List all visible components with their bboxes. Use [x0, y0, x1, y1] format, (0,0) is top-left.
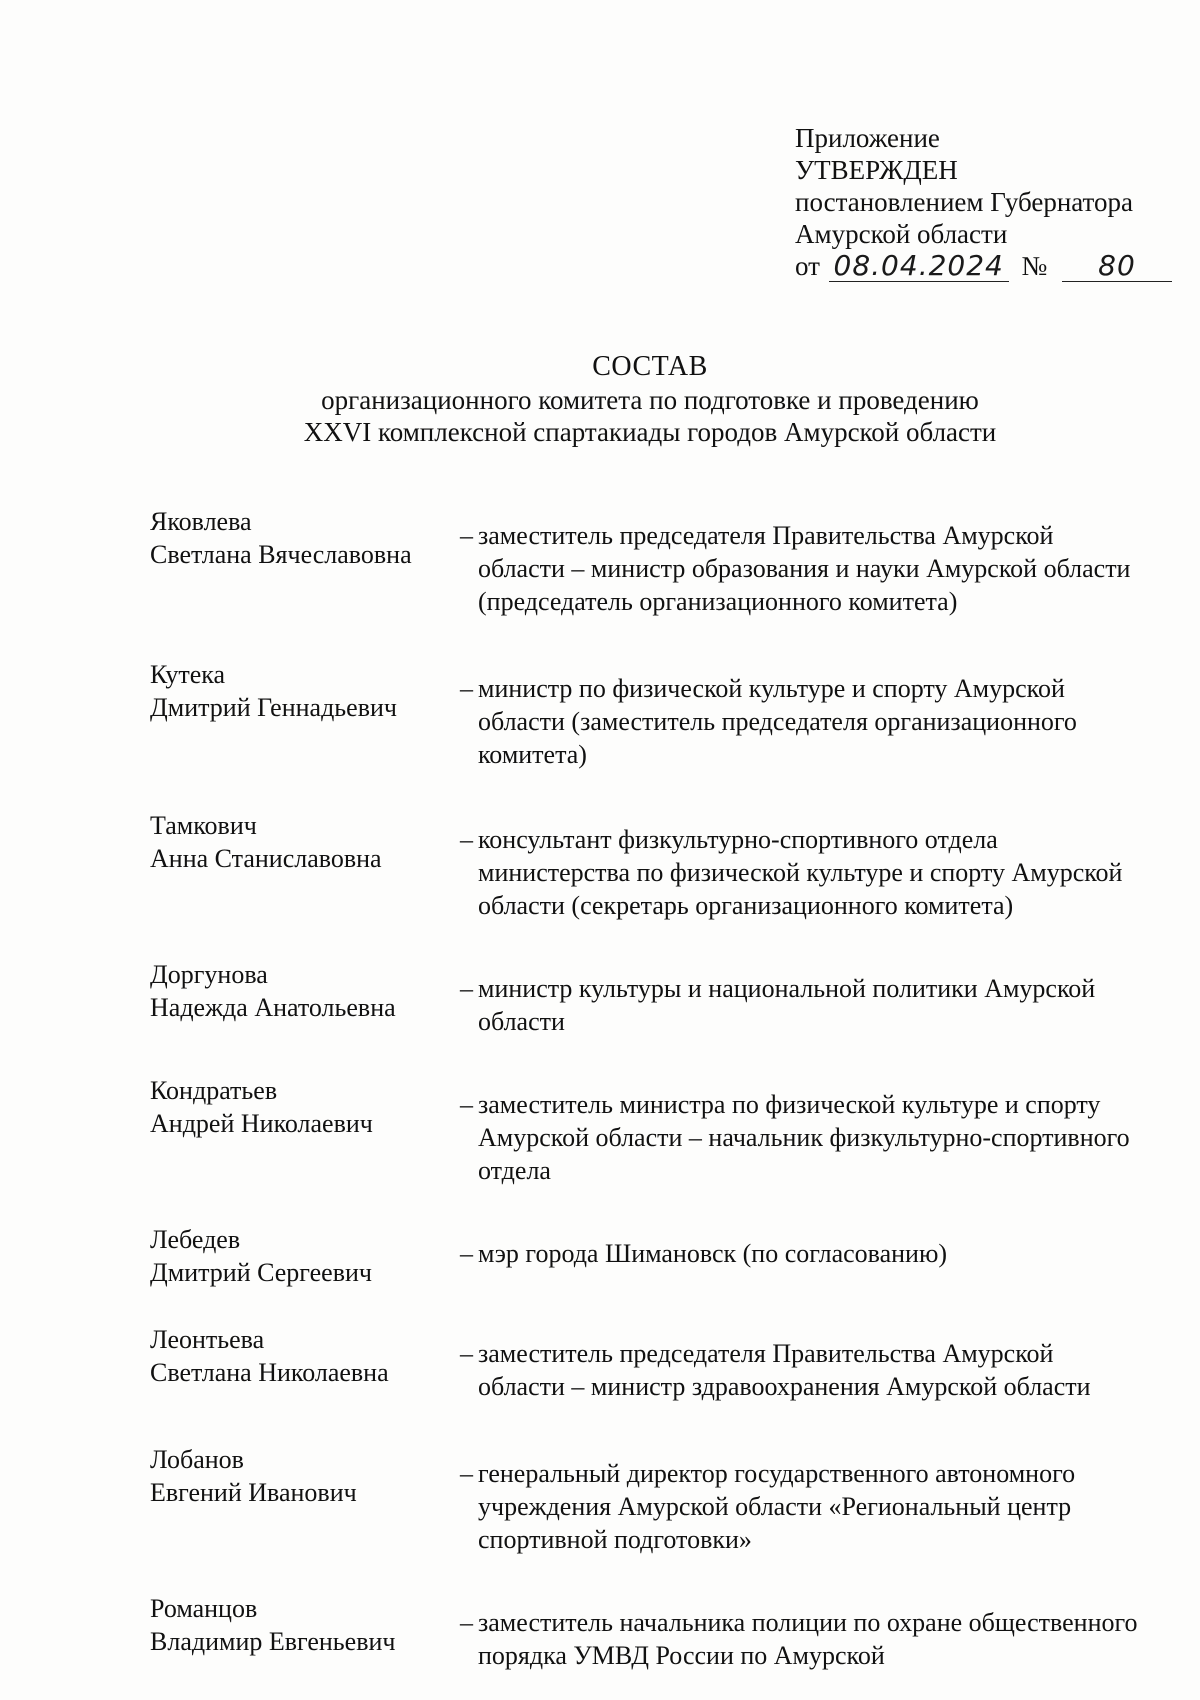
approval-block: [795, 122, 1172, 282]
number-prefix: №: [1021, 251, 1048, 281]
member-row: [150, 958, 1150, 1038]
member-role: – заместитель председателя Правительства Амурской области – министр здравоохранения Амурской области: [460, 1337, 1138, 1403]
member-surname: Доргунова: [150, 960, 268, 989]
approval-appendix: Приложение: [795, 123, 940, 153]
member-given-names: Анна Станиславовна: [150, 844, 382, 873]
member-role: – заместитель начальника полиции по охране общественного порядка УМВД России по Амурской: [460, 1606, 1138, 1672]
member-given-names: Евгений Иванович: [150, 1478, 357, 1507]
member-given-names: Светлана Вячеславовна: [150, 540, 412, 569]
member-name: [150, 1592, 460, 1672]
member-name: [150, 1223, 460, 1289]
member-role: – министр культуры и национальной политики Амурской области: [460, 972, 1138, 1038]
member-surname: Лобанов: [150, 1445, 244, 1474]
member-name: [150, 505, 460, 618]
member-surname: Романцов: [150, 1594, 258, 1623]
member-role: – заместитель министра по физической культуре и спорту Амурской области – начальник физкультурно-спортивного отдела: [460, 1088, 1138, 1187]
approval-approved: УТВЕРЖДЕН: [795, 155, 958, 185]
member-surname: Лебедев: [150, 1225, 241, 1254]
member-name: [150, 809, 460, 922]
member-row: [150, 658, 1150, 771]
title-block: [280, 350, 1020, 448]
member-role: – генеральный директор государственного автономного учреждения Амурской области «Региональный центр спортивной подготовки»: [460, 1457, 1138, 1556]
member-given-names: Андрей Николаевич: [150, 1109, 373, 1138]
member-given-names: Надежда Анатольевна: [150, 993, 396, 1022]
date-prefix: от: [795, 251, 820, 281]
approval-decree: постановлением Губернатора: [795, 187, 1133, 217]
member-role: – консультант физкультурно-спортивного отдела министерства по физической культуре и спорту Амурской области (секретарь организационного комитета): [460, 823, 1138, 922]
member-surname: Кондратьев: [150, 1076, 278, 1105]
member-given-names: Владимир Евгеньевич: [150, 1627, 396, 1656]
document-subtitle-2: XXVI комплексной спартакиады городов Амурской области: [303, 417, 997, 447]
member-row: [150, 1323, 1150, 1403]
member-row: [150, 505, 1150, 618]
member-role: – министр по физической культуре и спорту Амурской области (заместитель председателя организационного комитета): [460, 672, 1138, 771]
member-row: [150, 1223, 1150, 1289]
member-role: – мэр города Шимановск (по согласованию): [460, 1237, 1138, 1289]
member-surname: Тамкович: [150, 811, 257, 840]
approval-region: Амурской области: [795, 219, 1008, 249]
member-name: [150, 1074, 460, 1187]
member-name: [150, 958, 460, 1038]
member-surname: Леонтьева: [150, 1325, 265, 1354]
members-list: [150, 505, 1150, 1672]
member-name: [150, 658, 460, 771]
document-subtitle-1: организационного комитета по подготовке и проведению: [321, 385, 979, 415]
member-name: [150, 1323, 460, 1403]
approval-date-number: [795, 250, 1172, 282]
member-row: [150, 1592, 1150, 1672]
handwritten-number: 80: [1062, 251, 1172, 282]
member-given-names: Дмитрий Сергеевич: [150, 1258, 372, 1287]
member-surname: Яковлева: [150, 507, 252, 536]
member-row: [150, 1443, 1150, 1556]
member-given-names: Светлана Николаевна: [150, 1358, 389, 1387]
member-given-names: Дмитрий Геннадьевич: [150, 693, 397, 722]
member-surname: Кутека: [150, 660, 226, 689]
member-role: – заместитель председателя Правительства Амурской области – министр образования и науки Амурской области (председатель организационного комитета): [460, 519, 1138, 618]
member-name: [150, 1443, 460, 1556]
handwritten-date: 08.04.2024: [829, 251, 1009, 282]
member-row: [150, 1074, 1150, 1187]
document-title: СОСТАВ: [592, 351, 708, 382]
member-row: [150, 809, 1150, 922]
